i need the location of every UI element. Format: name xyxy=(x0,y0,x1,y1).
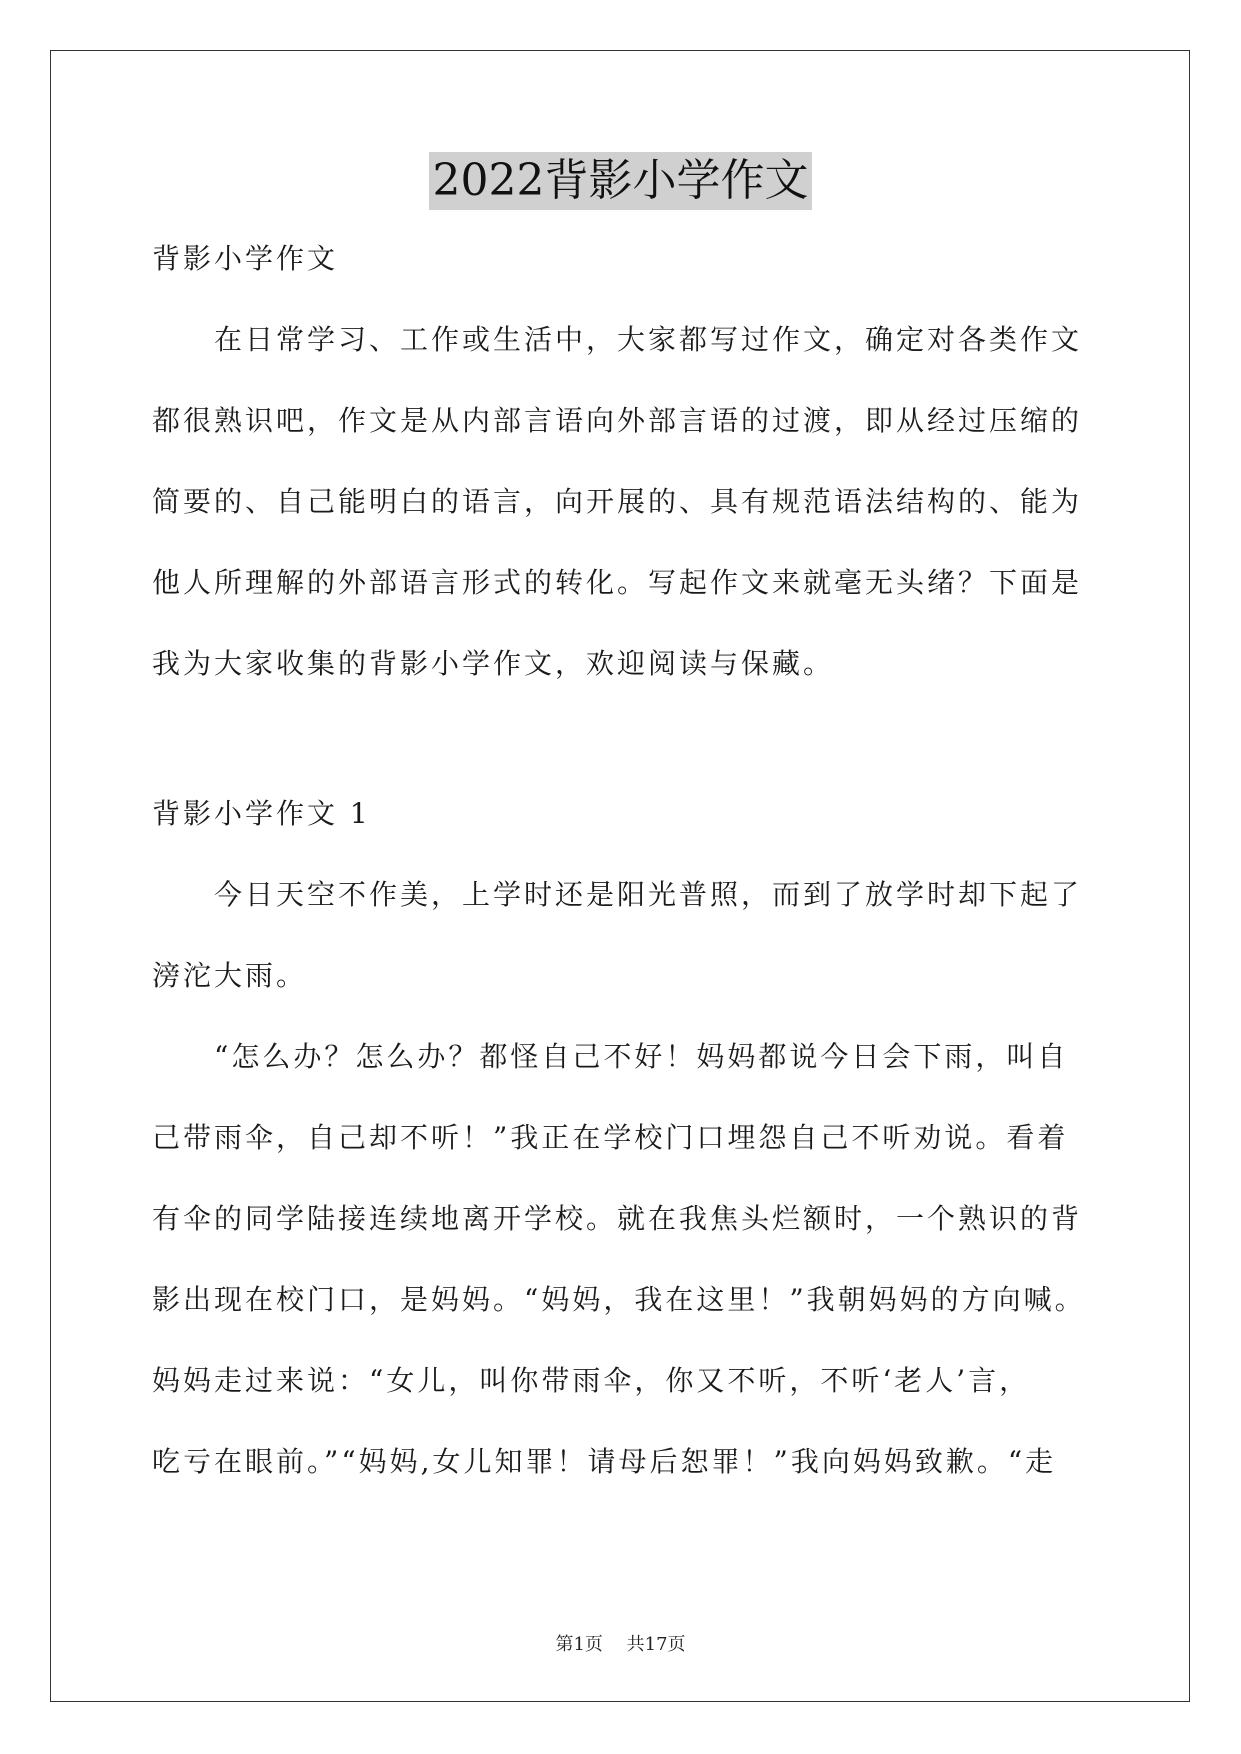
section-gap xyxy=(152,718,1092,787)
page-total: 共17页 xyxy=(626,1634,686,1655)
intro-line: 我为大家收集的背影小学作文，欢迎阅读与保藏。 xyxy=(152,647,835,680)
section-heading: 背影小学作文 1 xyxy=(152,797,371,830)
paragraph-line: “怎么办？怎么办？都怪自己不好！妈妈都说今日会下雨，叫自 xyxy=(214,1040,1069,1073)
paragraph-line: 有伞的同学陆接连续地离开学校。就在我焦头烂额时，一个熟识的背 xyxy=(152,1202,1083,1235)
paragraph-line: 吃亏在眼前。”“妈妈,女儿知罪！请母后恕罪！”我向妈妈致歉。“走 xyxy=(152,1445,1057,1478)
document-title: 2022背影小学作文 xyxy=(429,152,813,210)
subtitle: 背影小学作文 xyxy=(152,242,339,275)
paragraph-line: 妈妈走过来说：“女儿，叫你带雨伞，你又不听，不听‘老人’言， xyxy=(152,1364,1031,1397)
intro-line: 简要的、自己能明白的语言，向开展的、具有规范语法结构的、能为 xyxy=(152,485,1083,518)
document-body xyxy=(152,232,1092,1516)
page-number: 第1页 xyxy=(555,1634,603,1655)
paragraph-line: 己带雨伞，自己却不听！”我正在学校门口埋怨自己不听劝说。看着 xyxy=(152,1121,1069,1154)
page-footer xyxy=(0,1630,1241,1656)
intro-line: 在日常学习、工作或生活中，大家都写过作文，确定对各类作文 xyxy=(214,323,1083,356)
paragraph-line: 影出现在校门口，是妈妈。“妈妈，我在这里！”我朝妈妈的方向喊。 xyxy=(152,1283,1086,1316)
paragraph-line: 滂沱大雨。 xyxy=(152,959,308,992)
paragraph-line: 今日天空不作美，上学时还是阳光普照，而到了放学时却下起了 xyxy=(214,878,1083,911)
intro-line: 他人所理解的外部语言形式的转化。写起作文来就毫无头绪？下面是 xyxy=(152,566,1083,599)
intro-line: 都很熟识吧，作文是从内部言语向外部言语的过渡，即从经过压缩的 xyxy=(152,404,1083,437)
title-container xyxy=(0,152,1241,210)
